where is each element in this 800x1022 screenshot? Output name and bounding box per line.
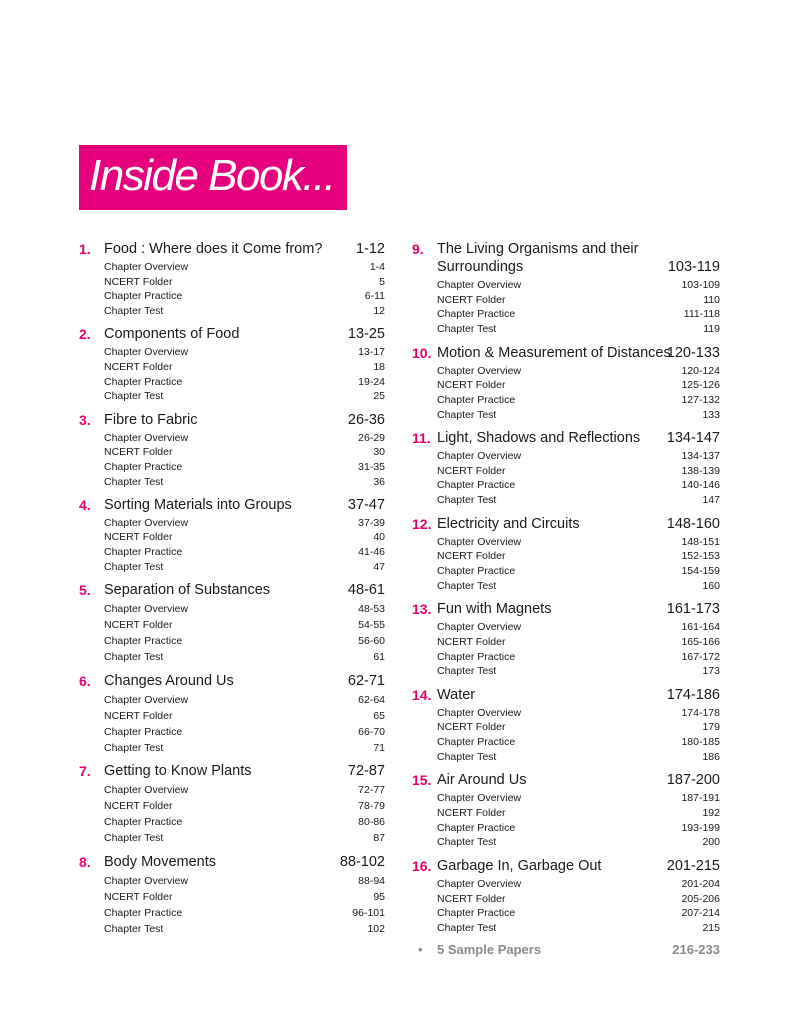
subsection-label: Chapter Test <box>104 922 164 935</box>
subsection-label: Chapter Practice <box>104 460 183 473</box>
subsection-page-range: 110 <box>703 293 720 306</box>
toc-chapter <box>412 342 720 423</box>
chapter-number: 5. <box>79 582 91 598</box>
subsection-label: Chapter Practice <box>437 736 516 749</box>
toc-subsection-row[interactable] <box>412 322 720 337</box>
subsection-label: Chapter Practice <box>104 290 183 303</box>
chapter-heading[interactable] <box>79 494 385 516</box>
toc-subsection-row[interactable] <box>79 545 385 560</box>
chapter-number: 8. <box>79 853 91 870</box>
chapter-page-range: 103-119 <box>667 259 720 275</box>
subsection-page-range: 200 <box>702 836 720 849</box>
toc-subsection-row[interactable] <box>79 814 385 830</box>
toc-subsection-row[interactable] <box>412 650 720 665</box>
toc-chapter <box>412 513 720 594</box>
subsection-label: Chapter Practice <box>437 565 516 578</box>
toc-subsection-row[interactable] <box>412 364 720 379</box>
chapter-number: 10. <box>412 344 432 361</box>
toc-subsection-row[interactable] <box>412 478 720 493</box>
subsection-label: NCERT Folder <box>104 890 173 903</box>
sample-papers-row[interactable] <box>412 940 720 960</box>
toc-subsection-row[interactable] <box>79 375 385 390</box>
subsection-page-range: 161-164 <box>681 621 720 634</box>
chapter-heading[interactable] <box>79 670 385 692</box>
subsection-label: Chapter Overview <box>437 450 522 463</box>
subsection-page-range: 207-214 <box>681 907 720 920</box>
toc-chapter <box>79 579 385 665</box>
subsection-page-range: 205-206 <box>681 892 720 905</box>
chapter-title: Getting to Know Plants <box>104 763 252 779</box>
subsection-label: NCERT Folder <box>437 550 506 563</box>
toc-chapter <box>412 855 720 936</box>
toc-subsection-row[interactable] <box>412 535 720 550</box>
sample-papers-page-range: 216-233 <box>672 942 720 958</box>
subsection-label: Chapter Test <box>437 921 497 934</box>
subsection-page-range: 62-64 <box>358 693 385 706</box>
chapter-page-range: 1-12 <box>355 241 385 257</box>
subsection-label: Chapter Practice <box>104 375 183 388</box>
subsection-label: Chapter Test <box>437 836 497 849</box>
chapter-heading[interactable] <box>79 851 385 873</box>
toc-subsection-row[interactable] <box>79 692 385 708</box>
subsection-label: Chapter Overview <box>104 874 189 887</box>
subsection-page-range: 18 <box>373 360 385 373</box>
subsection-page-range: 179 <box>702 721 720 734</box>
subsection-label: Chapter Test <box>104 305 164 318</box>
toc-subsection-row[interactable] <box>79 345 385 360</box>
toc-subsection-row[interactable] <box>79 460 385 475</box>
toc-subsection-row[interactable] <box>79 360 385 375</box>
subsection-page-range: 37-39 <box>358 516 385 529</box>
chapter-number: 7. <box>79 763 91 779</box>
chapter-page-range: 120-133 <box>666 344 720 361</box>
subsection-page-range: 193-199 <box>681 821 720 834</box>
toc-subsection-row[interactable] <box>412 378 720 393</box>
subsection-label: Chapter Overview <box>104 693 189 706</box>
chapter-title: Separation of Substances <box>104 582 271 598</box>
subsection-label: Chapter Practice <box>437 907 516 920</box>
toc-subsection-row[interactable] <box>412 564 720 579</box>
chapter-heading[interactable] <box>412 598 720 620</box>
chapter-number: 2. <box>79 326 91 343</box>
subsection-label: Chapter Test <box>104 560 164 573</box>
subsection-label: NCERT Folder <box>437 293 506 306</box>
subsection-page-range: 186 <box>702 750 720 763</box>
toc-subsection-row[interactable] <box>79 740 385 756</box>
toc-subsection-row[interactable] <box>412 906 720 921</box>
sample-papers-label: 5 Sample Papers <box>437 942 542 958</box>
subsection-page-range: 88-94 <box>358 874 385 887</box>
toc-chapter <box>79 323 385 404</box>
subsection-page-range: 174-178 <box>681 706 720 719</box>
toc-subsection-row[interactable] <box>79 798 385 814</box>
chapter-heading[interactable] <box>79 238 385 260</box>
subsection-page-range: 127-132 <box>681 393 720 406</box>
subsection-label: Chapter Practice <box>104 546 183 559</box>
subsection-label: NCERT Folder <box>437 635 506 648</box>
toc-subsection-row[interactable] <box>79 708 385 724</box>
chapter-page-range: 174-186 <box>666 686 720 703</box>
subsection-page-range: 87 <box>373 832 385 844</box>
chapter-page-range: 148-160 <box>666 515 720 532</box>
toc-chapter <box>412 769 720 850</box>
chapter-page-range: 72-87 <box>347 763 385 779</box>
chapter-heading[interactable] <box>412 238 720 278</box>
toc-chapter <box>79 494 385 575</box>
subsection-page-range: 5 <box>379 275 385 288</box>
subsection-label: Chapter Overview <box>437 877 522 890</box>
toc-chapter <box>412 427 720 508</box>
toc-subsection-row[interactable] <box>412 449 720 464</box>
subsection-page-range: 173 <box>702 665 720 678</box>
subsection-label: NCERT Folder <box>104 446 173 459</box>
toc-chapter <box>79 409 385 490</box>
toc-subsection-row[interactable] <box>79 782 385 798</box>
toc-subsection-row[interactable] <box>412 835 720 850</box>
chapter-title: Body Movements <box>104 853 217 870</box>
subsection-page-range: 13-17 <box>358 346 385 359</box>
chapter-page-range: 37-47 <box>347 496 385 513</box>
chapter-title: Water <box>437 686 476 703</box>
chapter-title: Fibre to Fabric <box>104 411 198 428</box>
subsection-label: Chapter Overview <box>104 784 189 796</box>
subsection-label: Chapter Overview <box>437 621 522 634</box>
subsection-page-range: 6-11 <box>364 290 385 303</box>
subsection-label: Chapter Practice <box>104 906 183 919</box>
toc-chapter <box>412 238 720 337</box>
toc-subsection-row[interactable] <box>79 830 385 846</box>
chapter-title: Sorting Materials into Groups <box>104 496 292 513</box>
toc-subsection-row[interactable] <box>412 706 720 721</box>
subsection-page-range: 78-79 <box>358 800 385 812</box>
chapter-page-range: 134-147 <box>666 430 720 447</box>
subsection-page-range: 103-109 <box>681 279 720 291</box>
chapter-heading[interactable] <box>412 684 720 706</box>
chapter-title: Motion & Measurement of Distances <box>437 344 671 361</box>
toc-subsection-row[interactable] <box>79 516 385 531</box>
toc-subsection-row[interactable] <box>79 389 385 404</box>
toc-subsection-row[interactable] <box>412 464 720 479</box>
toc-subsection-row[interactable] <box>412 293 720 308</box>
toc-chapter <box>412 684 720 765</box>
subsection-label: NCERT Folder <box>437 721 506 734</box>
chapter-number: 14. <box>412 686 432 703</box>
subsection-page-range: 12 <box>373 305 385 318</box>
subsection-label: Chapter Overview <box>104 346 189 359</box>
chapter-number: 9. <box>412 241 424 257</box>
chapter-number: 13. <box>412 601 432 618</box>
subsection-page-range: 72-77 <box>358 784 385 796</box>
subsection-page-range: 134-137 <box>681 450 720 463</box>
subsection-label: Chapter Test <box>104 832 164 844</box>
subsection-page-range: 119 <box>703 323 720 336</box>
subsection-label: NCERT Folder <box>437 464 506 477</box>
subsection-page-range: 36 <box>373 475 385 488</box>
chapter-title: Garbage In, Garbage Out <box>437 857 602 874</box>
toc-subsection-row[interactable] <box>79 905 385 921</box>
chapter-title: Components of Food <box>104 326 240 343</box>
toc-subsection-row[interactable] <box>412 921 720 936</box>
chapter-heading[interactable] <box>412 855 720 877</box>
toc-subsection-row[interactable] <box>79 445 385 460</box>
subsection-page-range: 133 <box>702 408 720 421</box>
chapter-page-range: 48-61 <box>347 582 385 598</box>
toc-chapter <box>79 760 385 846</box>
subsection-page-range: 80-86 <box>358 816 385 828</box>
chapter-heading[interactable] <box>412 769 720 791</box>
subsection-label: Chapter Test <box>437 408 497 421</box>
chapter-page-range: 201-215 <box>666 857 720 874</box>
toc-subsection-row[interactable] <box>412 750 720 765</box>
chapter-title: Electricity and Circuits <box>437 515 580 532</box>
toc-subsection-row[interactable] <box>79 889 385 905</box>
toc-subsection-row[interactable] <box>79 260 385 275</box>
subsection-page-range: 48-53 <box>358 603 385 615</box>
chapter-title: Fun with Magnets <box>437 601 552 618</box>
subsection-page-range: 56-60 <box>358 635 385 647</box>
chapter-page-range: 187-200 <box>666 772 720 789</box>
subsection-label: Chapter Overview <box>104 516 189 529</box>
subsection-label: Chapter Overview <box>104 261 189 273</box>
subsection-page-range: 180-185 <box>681 736 720 749</box>
subsection-page-range: 201-204 <box>681 877 720 890</box>
subsection-page-range: 148-151 <box>681 535 720 548</box>
toc-subsection-row[interactable] <box>412 892 720 907</box>
toc-chapter <box>79 851 385 937</box>
subsection-label: NCERT Folder <box>437 379 506 392</box>
subsection-page-range: 95 <box>373 890 385 903</box>
subsection-page-range: 1-4 <box>369 261 385 273</box>
toc-subsection-row[interactable] <box>412 791 720 806</box>
toc-subsection-row[interactable] <box>79 275 385 290</box>
subsection-label: Chapter Practice <box>437 479 516 492</box>
subsection-label: Chapter Test <box>437 579 497 592</box>
subsection-label: Chapter Test <box>437 665 497 678</box>
subsection-label: Chapter Test <box>104 651 164 663</box>
toc-subsection-row[interactable] <box>412 620 720 635</box>
toc-subsection-row[interactable] <box>412 664 720 679</box>
toc-subsection-row[interactable] <box>79 530 385 545</box>
toc-subsection-row[interactable] <box>412 806 720 821</box>
chapter-number: 12. <box>412 515 432 532</box>
subsection-label: Chapter Overview <box>437 535 522 548</box>
subsection-page-range: 61 <box>373 651 385 663</box>
chapter-heading[interactable] <box>79 579 385 601</box>
subsection-label: Chapter Practice <box>437 650 516 663</box>
chapter-number: 3. <box>79 411 91 428</box>
subsection-page-range: 26-29 <box>358 431 385 444</box>
subsection-page-range: 165-166 <box>681 635 720 648</box>
subsection-label: Chapter Practice <box>104 635 183 647</box>
subsection-page-range: 111-118 <box>683 308 720 321</box>
subsection-label: Chapter Practice <box>104 816 183 828</box>
subsection-label: NCERT Folder <box>104 619 173 631</box>
toc-subsection-row[interactable] <box>412 720 720 735</box>
toc-subsection-row[interactable] <box>412 877 720 892</box>
subsection-page-range: 147 <box>702 494 720 507</box>
subsection-page-range: 152-153 <box>681 550 720 563</box>
chapter-heading[interactable] <box>79 760 385 782</box>
toc-subsection-row[interactable] <box>412 278 720 293</box>
subsection-page-range: 192 <box>702 806 720 819</box>
chapter-page-range: 62-71 <box>347 672 385 689</box>
chapter-title: Air Around Us <box>437 772 527 789</box>
chapter-title: Changes Around Us <box>104 672 234 689</box>
chapter-number: 1. <box>79 241 91 257</box>
subsection-label: Chapter Overview <box>437 792 522 805</box>
toc-subsection-row[interactable] <box>79 431 385 446</box>
subsection-page-range: 120-124 <box>681 364 720 377</box>
subsection-page-range: 71 <box>373 741 385 754</box>
subsection-label: NCERT Folder <box>437 806 506 819</box>
chapter-number: 15. <box>412 772 432 789</box>
chapter-title-line-2: Surroundings <box>437 259 524 275</box>
subsection-label: NCERT Folder <box>104 800 173 812</box>
toc-subsection-row[interactable] <box>79 921 385 937</box>
toc-right-column <box>412 238 720 960</box>
toc-subsection-row[interactable] <box>79 601 385 617</box>
subsection-page-range: 25 <box>373 390 385 403</box>
toc-subsection-row[interactable] <box>412 493 720 508</box>
subsection-label: NCERT Folder <box>104 360 173 373</box>
chapter-heading[interactable] <box>79 409 385 431</box>
subsection-page-range: 66-70 <box>358 725 385 738</box>
subsection-label: Chapter Test <box>104 741 164 754</box>
subsection-label: Chapter Overview <box>437 706 522 719</box>
subsection-label: Chapter Test <box>437 494 497 507</box>
subsection-page-range: 30 <box>373 446 385 459</box>
toc-subsection-row[interactable] <box>412 393 720 408</box>
chapter-title: Light, Shadows and Reflections <box>437 430 641 447</box>
subsection-page-range: 154-159 <box>681 565 720 578</box>
subsection-page-range: 140-146 <box>681 479 720 492</box>
chapter-number: 11. <box>412 430 431 447</box>
chapter-page-range: 13-25 <box>347 326 385 343</box>
chapter-title-line-1: The Living Organisms and their <box>437 241 639 257</box>
chapter-heading[interactable] <box>412 513 720 535</box>
subsection-label: Chapter Practice <box>437 308 516 321</box>
subsection-label: Chapter Overview <box>437 364 522 377</box>
subsection-label: Chapter Test <box>437 750 497 763</box>
subsection-page-range: 96-101 <box>352 906 385 919</box>
toc-subsection-row[interactable] <box>79 649 385 665</box>
toc-chapter <box>79 238 385 319</box>
chapter-heading[interactable] <box>79 323 385 345</box>
toc-subsection-row[interactable] <box>79 289 385 304</box>
toc-subsection-row[interactable] <box>412 635 720 650</box>
toc-subsection-row[interactable] <box>412 579 720 594</box>
page-title: Inside Book... <box>89 151 335 200</box>
subsection-page-range: 160 <box>702 579 720 592</box>
subsection-page-range: 31-35 <box>358 460 385 473</box>
subsection-page-range: 215 <box>702 921 720 934</box>
toc-subsection-row[interactable] <box>79 633 385 649</box>
toc-chapter <box>79 670 385 756</box>
subsection-label: Chapter Practice <box>437 821 516 834</box>
toc-subsection-row[interactable] <box>412 408 720 423</box>
toc-subsection-row[interactable] <box>412 549 720 564</box>
subsection-page-range: 102 <box>367 922 385 935</box>
subsection-label: NCERT Folder <box>104 709 173 722</box>
toc-subsection-row[interactable] <box>79 475 385 490</box>
chapter-number: 4. <box>79 496 91 513</box>
subsection-label: NCERT Folder <box>104 531 173 544</box>
subsection-label: Chapter Practice <box>104 725 183 738</box>
heading-banner <box>79 145 347 210</box>
toc-subsection-row[interactable] <box>79 724 385 740</box>
toc-subsection-row[interactable] <box>412 735 720 750</box>
toc-subsection-row[interactable] <box>79 617 385 633</box>
subsection-page-range: 65 <box>373 709 385 722</box>
chapter-number: 16. <box>412 857 432 874</box>
subsection-label: Chapter Overview <box>104 603 189 615</box>
subsection-page-range: 47 <box>373 560 385 573</box>
chapter-heading[interactable] <box>412 427 720 449</box>
subsection-page-range: 187-191 <box>681 792 720 805</box>
toc-subsection-row[interactable] <box>412 821 720 836</box>
subsection-label: Chapter Test <box>104 475 164 488</box>
toc-subsection-row[interactable] <box>412 307 720 322</box>
chapter-page-range: 161-173 <box>666 601 720 618</box>
toc-left-column <box>79 238 385 941</box>
bullet-icon: • <box>418 942 423 958</box>
subsection-label: Chapter Overview <box>104 431 189 444</box>
toc-chapter <box>412 598 720 679</box>
subsection-label: Chapter Overview <box>437 279 522 291</box>
subsection-label: NCERT Folder <box>104 275 173 288</box>
chapter-number: 6. <box>79 672 91 689</box>
subsection-page-range: 138-139 <box>681 464 720 477</box>
chapter-page-range: 26-36 <box>347 411 385 428</box>
toc-subsection-row[interactable] <box>79 560 385 575</box>
toc-subsection-row[interactable] <box>79 304 385 319</box>
subsection-page-range: 19-24 <box>358 375 385 388</box>
subsection-label: Chapter Practice <box>437 393 516 406</box>
subsection-label: Chapter Test <box>104 390 164 403</box>
subsection-page-range: 40 <box>373 531 385 544</box>
subsection-page-range: 167-172 <box>681 650 720 663</box>
subsection-page-range: 54-55 <box>358 619 385 631</box>
toc-subsection-row[interactable] <box>79 873 385 889</box>
chapter-heading[interactable] <box>412 342 720 364</box>
subsection-page-range: 41-46 <box>358 546 385 559</box>
chapter-page-range: 88-102 <box>339 853 385 870</box>
chapter-title <box>437 240 639 276</box>
chapter-title: Food : Where does it Come from? <box>104 241 323 257</box>
subsection-label: Chapter Test <box>437 323 497 336</box>
subsection-label: NCERT Folder <box>437 892 506 905</box>
subsection-page-range: 125-126 <box>681 379 720 392</box>
